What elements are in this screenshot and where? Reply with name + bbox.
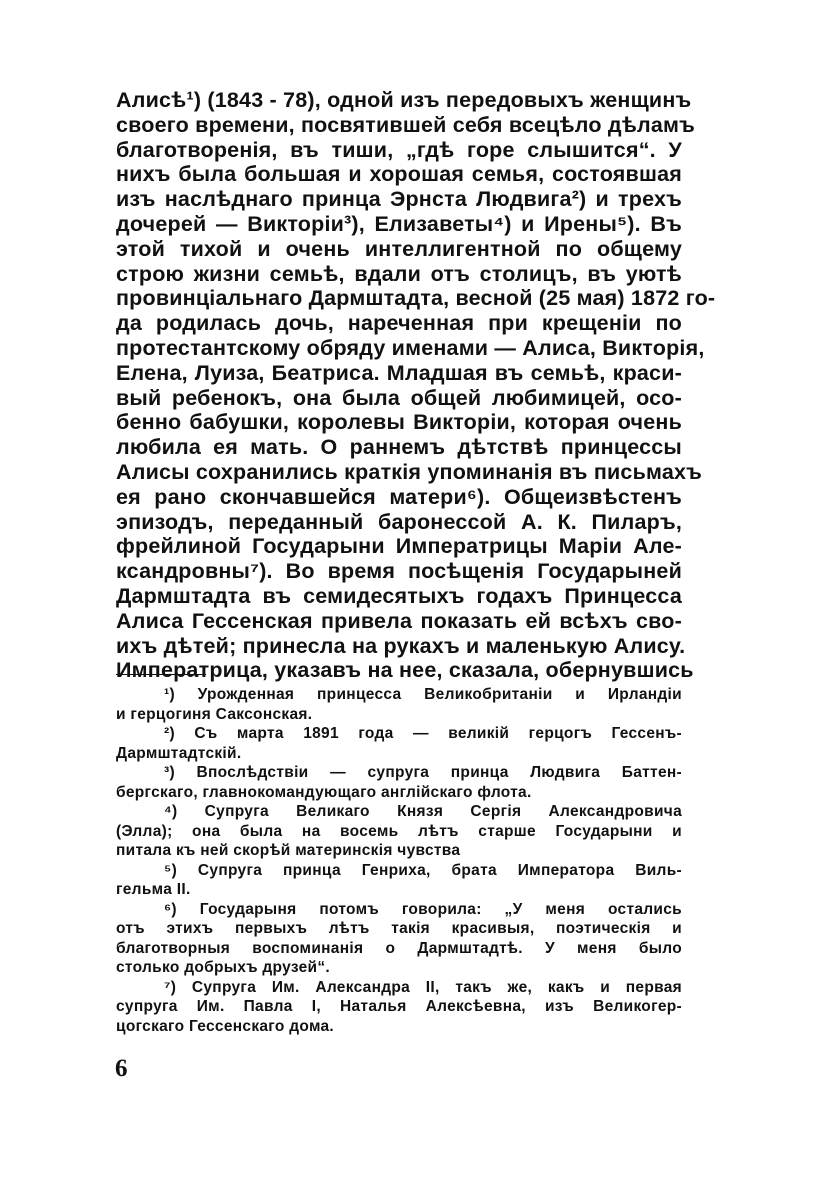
footnote-line: Дармштадтскій. — [116, 744, 242, 762]
footnote-line: столько добрыхъ друзей“. — [116, 959, 331, 976]
text-line: Елена, Луиза, Беатриса. Младшая въ семьѣ, краси- — [116, 360, 682, 385]
footnote-line: супруга Им. Павла I, Наталья Алексѣевна, изъ Великогер- — [116, 998, 682, 1015]
text-line: бенно бабушки, королевы Викторіи, которая очень — [116, 410, 682, 435]
text-line: да родилась дочь, нареченная при крещеніи по — [116, 311, 682, 336]
text-line: ксандровны⁷). Во время посѣщенія Государыней — [116, 559, 682, 584]
text-line: Алиса Гессенская привела показать ей всѣхъ сво- — [116, 608, 682, 633]
text-line: Императрица, указавъ на нее, сказала, обернувшись — [116, 658, 694, 683]
text-line: изъ наслѣднаго принца Эрнста Людвига²) и трехъ — [116, 187, 682, 212]
footnotes-block — [116, 685, 682, 1036]
footnote-line: бергскаго, главнокомандующаго англійскаго флота. — [116, 783, 532, 801]
text-line: любила ея мать. О раннемъ дѣтствѣ принцессы — [116, 435, 682, 460]
page-number: 6 — [115, 1055, 128, 1082]
text-line: фрейлиной Государыни Императрицы Маріи Але- — [116, 534, 682, 559]
footnote-line: благотворныя воспоминанія о Дармштадтѣ. У меня было — [116, 939, 682, 957]
footnote-line: (Элла); она была на восемь лѣтъ старше Государыни и — [116, 822, 682, 840]
footnote-line: гельма II. — [116, 881, 191, 898]
main-text-block — [116, 88, 716, 683]
text-line: нихъ была большая и хорошая семья, состоявшая — [116, 162, 682, 187]
text-line: ея рано скончавшейся матери⁶). Общеизвѣстенъ — [116, 484, 682, 509]
text-line: вый ребенокъ, она была общей любимицей, осо- — [116, 385, 682, 410]
text-line: Алисы сохранились краткія упоминанія въ письмахъ — [116, 459, 703, 484]
text-line: протестантскому обряду именами — Алиса, Викторія, — [116, 335, 705, 360]
text-line: дочерей — Викторіи³), Елизаветы⁴) и Ирены⁵). Въ — [116, 211, 682, 236]
text-line: Алисѣ¹) (1843 - 78), одной изъ передовыхъ женщинъ — [116, 88, 692, 112]
footnote-line: ⁶) Государыня потомъ говорила: „У меня остались — [164, 900, 682, 918]
footnote-line: цогскаго Гессенскаго дома. — [116, 1017, 335, 1035]
footnote-separator — [116, 674, 206, 675]
text-line: строю жизни семьѣ, вдали отъ столицъ, въ уютѣ — [116, 261, 682, 286]
footnote-line: ³) Впослѣдствіи — супруга принца Людвига Баттен- — [164, 764, 682, 781]
text-line: Дармштадта въ семидесятыхъ годахъ Принцесса — [116, 583, 682, 608]
text-line: ихъ дѣтей; принесла на рукахъ и маленькую Алису. — [116, 633, 686, 658]
text-line: провинціальнаго Дармштадта, весной (25 мая) 1872 го- — [116, 286, 716, 311]
footnote-line: ⁷) Супруга Им. Александра II, такъ же, какъ и первая — [164, 978, 682, 996]
footnote-line: и герцогиня Саксонская. — [116, 705, 313, 723]
text-line: эпизодъ, переданный баронессой А. К. Пиларъ, — [116, 509, 682, 534]
footnote-line: ⁴) Супруга Великаго Князя Сергія Александровича — [164, 803, 682, 820]
footnote-line: ²) Съ марта 1891 года — великій герцогъ Гессенъ- — [164, 725, 682, 742]
footnote-line: питала къ ней скорѣй материнскія чувства — [116, 842, 461, 859]
footnote-line: ⁵) Супруга принца Генриха, брата Императора Виль- — [164, 861, 682, 879]
footnote-line: ¹) Урожденная принцесса Великобританіи и Ирландіи — [164, 686, 682, 703]
text-line: своего времени, посвятившей себя всецѣло дѣламъ — [116, 112, 695, 137]
footnote-line: отъ этихъ первыхъ лѣтъ такія красивыя, поэтическія и — [116, 920, 682, 937]
text-line: благотворенія, въ тиши, „гдѣ горе слышится“. У — [116, 137, 682, 162]
text-line: этой тихой и очень интеллигентной по общему — [116, 236, 682, 261]
